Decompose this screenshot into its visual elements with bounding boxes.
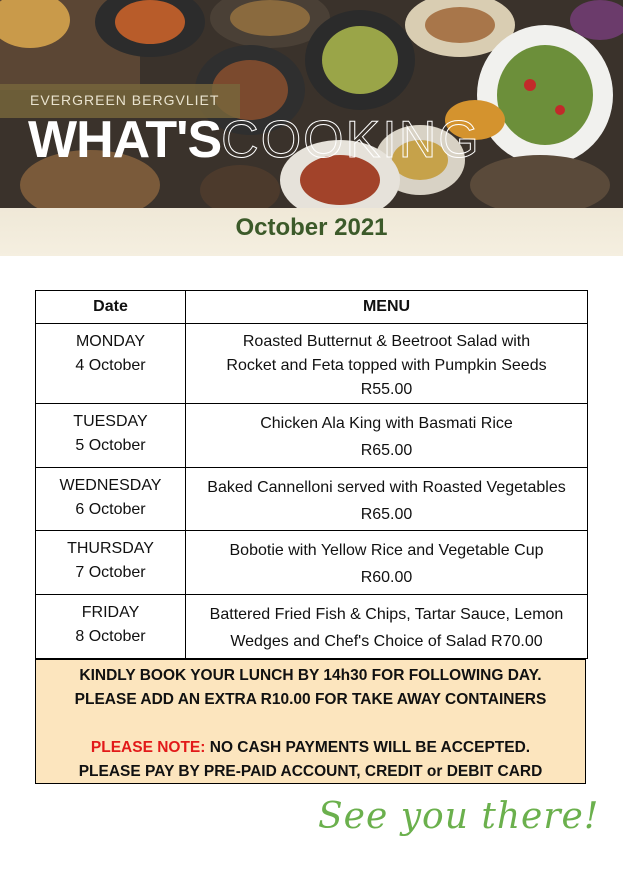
meal-line: Bobotie with Yellow Rice and Vegetable Cup [229,542,544,559]
day-cell [36,404,186,468]
note-label: PLEASE NOTE: [90,739,206,756]
menu-table [35,290,588,659]
table-header-row [36,291,588,324]
booking-notice [35,659,586,784]
payment-note [36,736,585,760]
table-row [36,531,588,595]
meal-cell [186,324,588,404]
table-row [36,404,588,468]
note-text: NO CASH PAYMENTS WILL BE ACCEPTED. [205,739,531,756]
meal-price: R60.00 [360,569,413,586]
day-date: 8 October [75,628,146,645]
meal-line: Rocket and Feta topped with Pumpkin Seeds [226,357,547,374]
notice-line: PLEASE PAY BY PRE-PAID ACCOUNT, CREDIT or DEBIT CARD [78,763,543,780]
day-name: THURSDAY [67,540,154,557]
meal-line: Wedges and Chef's Choice of Salad R70.00 [230,633,543,650]
meal-cell [186,531,588,595]
header-date: Date [36,291,186,324]
day-cell [36,324,186,404]
signoff-text: See you there! [318,796,600,837]
meal-line: Baked Cannelloni served with Roasted Vegetables [207,479,566,496]
brand-title [28,112,481,168]
day-name: MONDAY [75,333,146,350]
meal-price: R55.00 [360,381,413,398]
notice-line: PLEASE ADD AN EXTRA R10.00 FOR TAKE AWAY CONTAINERS [74,691,547,708]
day-cell [36,595,186,659]
table-row [36,595,588,659]
table-row [36,324,588,404]
day-name: TUESDAY [73,413,148,430]
meal-line: Chicken Ala King with Basmati Rice [260,415,513,432]
brand-title-bold: WHAT'S [28,111,222,169]
brand-subtitle: EVERGREEN BERGVLIET [30,92,220,108]
meal-line: Battered Fried Fish & Chips, Tartar Sauce, Lemon [209,606,564,623]
day-cell [36,531,186,595]
table-row [36,468,588,531]
meal-price: R65.00 [360,442,413,459]
day-date: 6 October [75,501,146,518]
meal-cell [186,595,588,659]
day-date: 5 October [75,437,146,454]
day-name: WEDNESDAY [59,477,162,494]
brand-title-thin: COOKING [221,111,481,169]
day-name: FRIDAY [81,604,140,621]
meal-cell [186,404,588,468]
notice-line: KINDLY BOOK YOUR LUNCH BY 14h30 FOR FOLLOWING DAY. [79,667,542,684]
day-cell [36,468,186,531]
header-banner [0,0,623,208]
day-date: 4 October [75,357,146,374]
meal-cell [186,468,588,531]
meal-line: Roasted Butternut & Beetroot Salad with [242,333,531,350]
meal-price: R65.00 [360,506,413,523]
header-menu: MENU [186,291,588,324]
day-date: 7 October [75,564,146,581]
month-title: October 2021 [235,214,388,241]
